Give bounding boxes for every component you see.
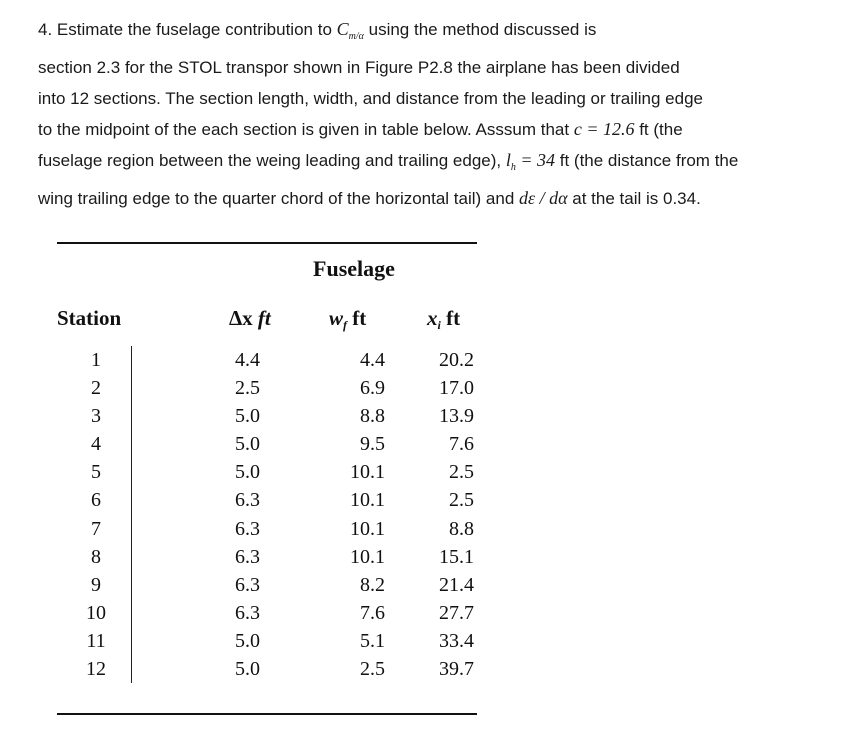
problem-line-6 bbox=[38, 183, 843, 214]
dx-unit: ft bbox=[252, 306, 271, 330]
table-bottom-rule bbox=[57, 713, 477, 715]
problem-statement bbox=[38, 14, 843, 214]
station-cell: 12 bbox=[86, 658, 106, 681]
wf-cell: 8.8 bbox=[360, 405, 385, 428]
lh-letter: l bbox=[505, 150, 511, 170]
cm-symbol: C bbox=[336, 19, 349, 39]
problem-text: at the tail is 0.34. bbox=[567, 189, 701, 208]
dx-cell: 5.0 bbox=[235, 461, 260, 484]
dx-cell: 5.0 bbox=[235, 405, 260, 428]
xi-cell: 21.4 bbox=[439, 573, 474, 596]
wf-column bbox=[325, 346, 385, 683]
station-cell: 9 bbox=[91, 573, 101, 596]
xi-cell: 39.7 bbox=[439, 658, 474, 681]
xi-unit: ft bbox=[440, 306, 461, 330]
wf-cell: 10.1 bbox=[350, 545, 385, 568]
dx-cell: 6.3 bbox=[235, 545, 260, 568]
wf-cell: 5.1 bbox=[360, 629, 385, 652]
cm-subscript: m/α bbox=[348, 31, 364, 42]
dx-cell: 6.3 bbox=[235, 573, 260, 596]
lh-expression: = 34 bbox=[515, 150, 556, 170]
xi-symbol: x bbox=[427, 306, 438, 330]
wf-cell: 9.5 bbox=[360, 433, 385, 456]
xi-cell: 8.8 bbox=[449, 517, 474, 540]
xi-cell: 7.6 bbox=[449, 433, 474, 456]
header-xi bbox=[427, 306, 460, 333]
dx-cell: 6.3 bbox=[235, 517, 260, 540]
xi-subscript: i bbox=[437, 318, 441, 332]
dx-cell: 6.3 bbox=[235, 489, 260, 512]
problem-text: ft (the bbox=[634, 120, 683, 139]
station-cell: 8 bbox=[91, 545, 101, 568]
header-dx bbox=[229, 306, 271, 331]
lh-subscript: h bbox=[510, 162, 516, 173]
problem-line-3: into 12 sections. The section length, width, and distance from the leading or trailing edge bbox=[38, 89, 703, 108]
dx-symbol: Δx bbox=[229, 306, 253, 330]
problem-line-5 bbox=[38, 145, 843, 183]
wf-cell: 2.5 bbox=[360, 658, 385, 681]
xi-cell: 33.4 bbox=[439, 629, 474, 652]
station-cell: 1 bbox=[91, 349, 101, 371]
xi-cell: 2.5 bbox=[449, 461, 474, 484]
problem-line-4 bbox=[38, 114, 843, 145]
dx-cell: 2.5 bbox=[235, 377, 260, 400]
dx-cell: 6.3 bbox=[235, 601, 260, 624]
c-expression: c = 12.6 bbox=[573, 119, 635, 139]
station-cell: 4 bbox=[91, 433, 101, 456]
station-cell: 7 bbox=[91, 517, 101, 540]
station-cell: 10 bbox=[86, 601, 106, 624]
wf-subscript: f bbox=[343, 318, 348, 332]
header-wf bbox=[329, 306, 366, 333]
problem-text: fuselage region between the weing leading and trailing edge), bbox=[38, 151, 506, 170]
lh-symbol bbox=[505, 150, 556, 173]
dx-cell: 5.0 bbox=[235, 629, 260, 652]
station-cell: 6 bbox=[91, 489, 101, 512]
problem-text: ft (the distance from the bbox=[555, 151, 739, 170]
dx-cell: 4.4 bbox=[235, 349, 260, 371]
xi-cell: 20.2 bbox=[439, 349, 474, 371]
xi-cell: 27.7 bbox=[439, 601, 474, 624]
table-top-rule bbox=[57, 242, 477, 244]
dx-column bbox=[235, 346, 285, 683]
xi-cell: 17.0 bbox=[439, 377, 474, 400]
xi-cell: 15.1 bbox=[439, 545, 474, 568]
station-cell: 3 bbox=[91, 405, 101, 428]
downwash-gradient: dε / dα bbox=[519, 188, 568, 208]
wf-symbol: w bbox=[329, 306, 344, 330]
problem-text: to the midpoint of the each section is given in table below. Asssum that bbox=[38, 120, 574, 139]
wf-cell: 8.2 bbox=[360, 573, 385, 596]
group-header-fuselage: Fuselage bbox=[313, 256, 395, 281]
wf-cell: 10.1 bbox=[350, 489, 385, 512]
dx-cell: 5.0 bbox=[235, 433, 260, 456]
cm-alpha-symbol bbox=[336, 19, 364, 42]
wf-cell: 4.4 bbox=[360, 349, 385, 371]
wf-cell: 10.1 bbox=[350, 517, 385, 540]
xi-column bbox=[412, 346, 474, 683]
xi-cell: 2.5 bbox=[449, 489, 474, 512]
xi-cell: 13.9 bbox=[439, 405, 474, 428]
problem-line-2: section 2.3 for the STOL transpor shown in Figure P2.8 the airplane has been divided bbox=[38, 58, 680, 77]
fuselage-table bbox=[57, 232, 477, 717]
wf-unit: ft bbox=[347, 306, 367, 330]
station-cell: 11 bbox=[86, 629, 106, 652]
wf-cell: 10.1 bbox=[350, 461, 385, 484]
station-cell: 2 bbox=[91, 377, 101, 400]
problem-line-1 bbox=[38, 14, 843, 52]
wf-cell: 6.9 bbox=[360, 377, 385, 400]
header-station: Station bbox=[57, 306, 122, 330]
problem-text: using the method discussed is bbox=[363, 20, 597, 39]
dx-cell: 5.0 bbox=[235, 658, 260, 681]
problem-text: wing trailing edge to the quarter chord of the horizontal tail) and bbox=[38, 189, 520, 208]
problem-text: 4. Estimate the fuselage contribution to bbox=[38, 20, 337, 39]
station-column bbox=[67, 346, 132, 683]
station-cell: 5 bbox=[91, 461, 101, 484]
wf-cell: 7.6 bbox=[360, 601, 385, 624]
